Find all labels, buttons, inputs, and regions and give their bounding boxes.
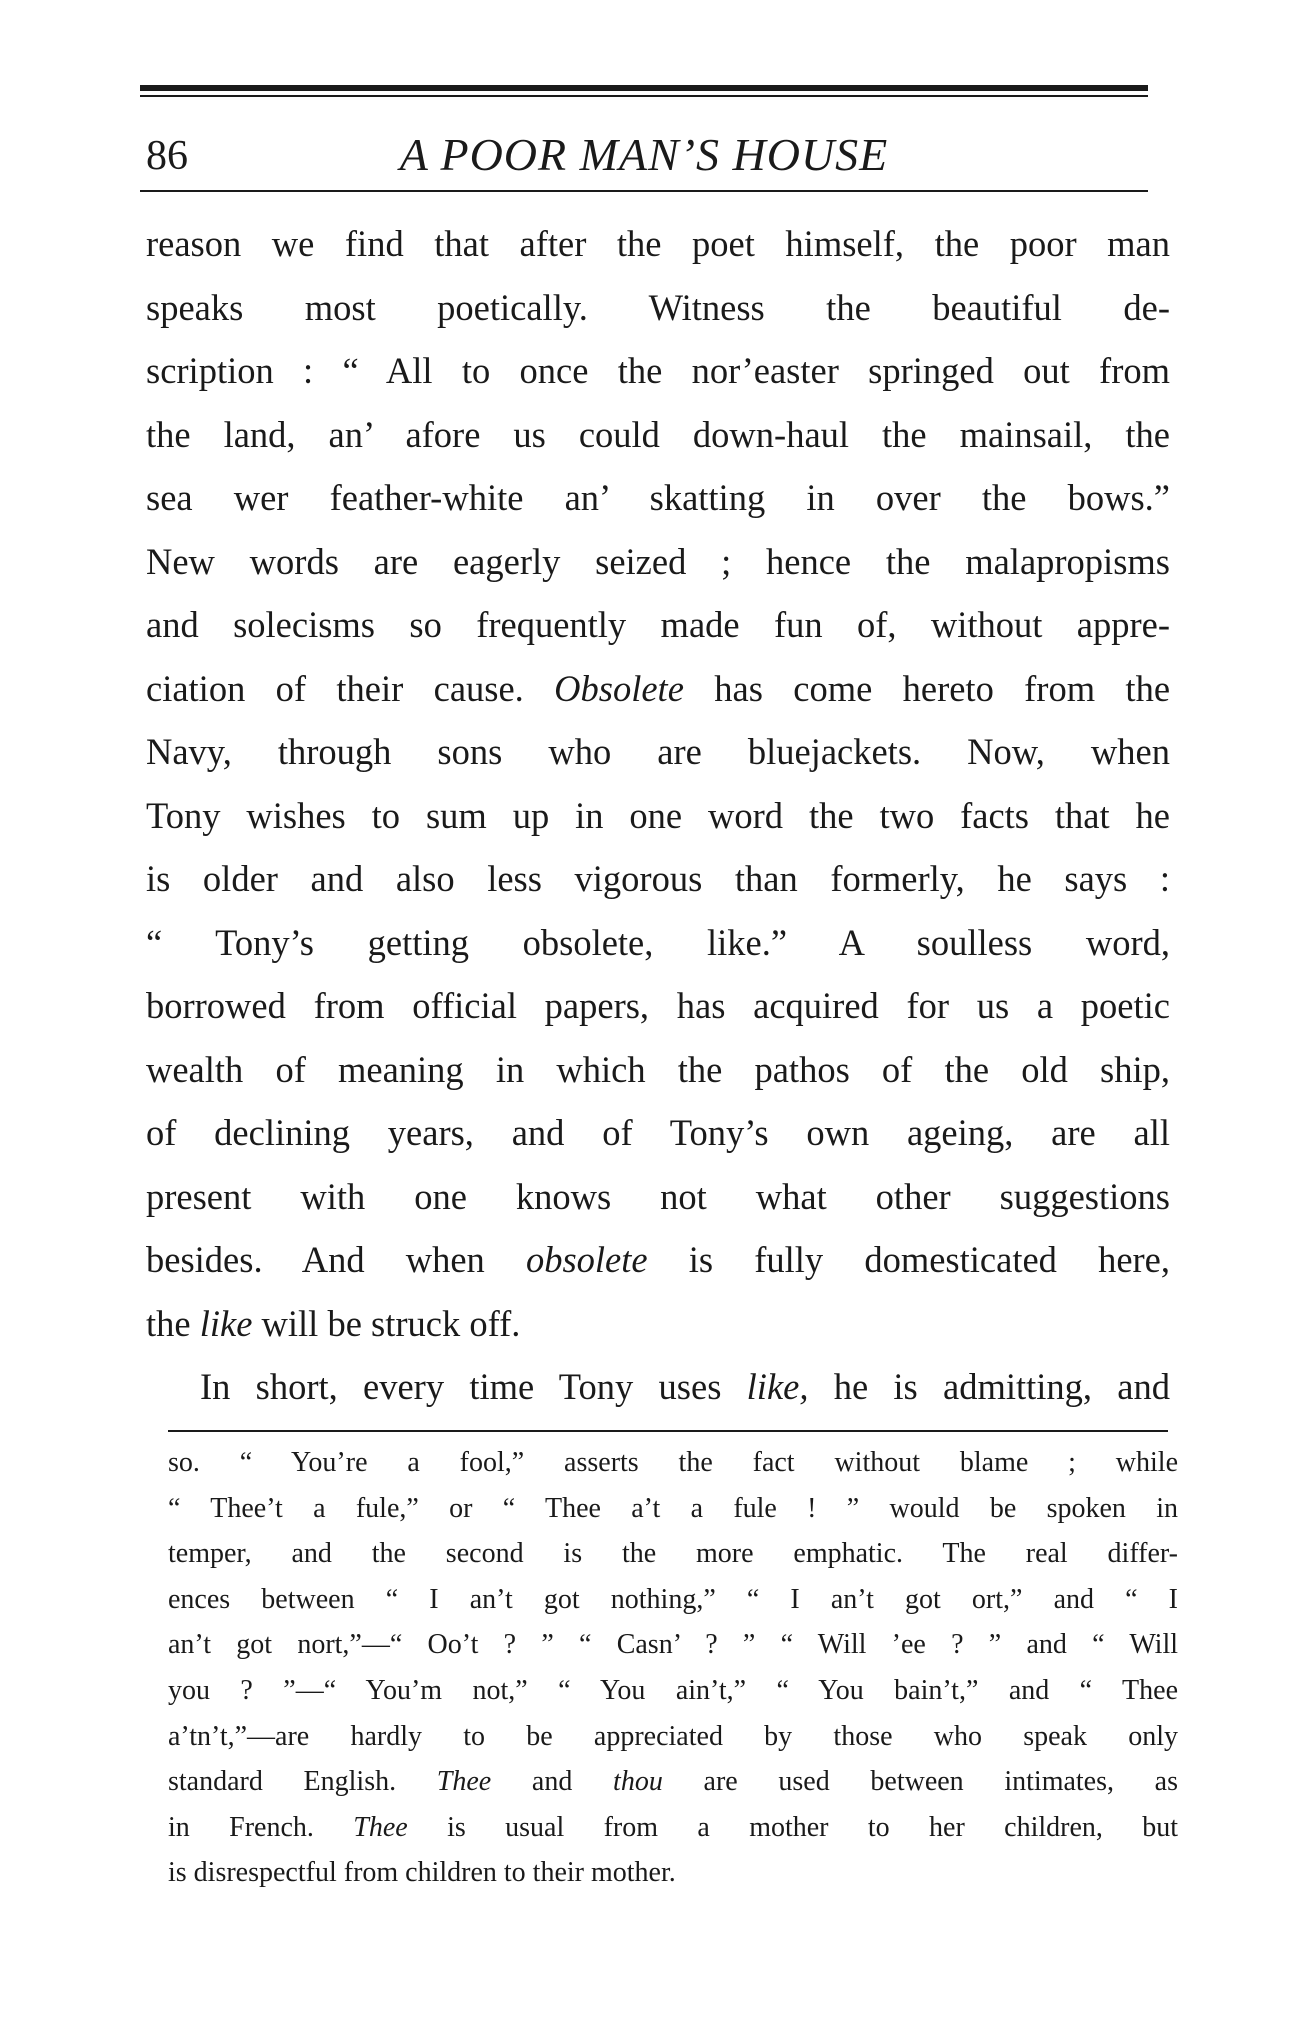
text-line: reason we find that after the poet himself, the poor man: [146, 223, 1170, 264]
text-line: “ Tony’s getting obsolete, like.” A soulless word,: [146, 921, 1170, 963]
footnote-line: ences between “ I an’t got nothing,” “ I an’t got ort,” and “ I: [168, 1583, 1178, 1615]
top-rule-thick: [140, 85, 1148, 91]
text-fragment: ciation of their cause.: [146, 667, 524, 709]
text-fragment: are used between intimates, as: [703, 1766, 1179, 1798]
footnote-line: a’tn’t,”—are hardly to be appreciated by those who speak only: [168, 1720, 1178, 1752]
text-fragment: in French.: [168, 1811, 314, 1843]
text-line: [146, 657, 1170, 721]
italic-word: Obsolete: [554, 667, 684, 709]
text-line: [146, 1355, 1170, 1419]
text-line: of declining years, and of Tony’s own ageing, are all: [146, 1112, 1170, 1153]
text-line: [146, 1228, 1170, 1292]
text-fragment: is usual from a mother to her children, but: [447, 1811, 1179, 1843]
italic-word: obsolete: [525, 1239, 648, 1280]
text-line: and solecisms so frequently made fun of, without appre-: [146, 604, 1170, 645]
footnote-line: temper, and the second is the more emphatic. The real differ-: [168, 1538, 1178, 1570]
text-fragment: has come hereto from the: [714, 667, 1171, 709]
text-line: New words are eagerly seized ; hence the malapropisms: [146, 540, 1170, 582]
footnote-line: [168, 1759, 1178, 1805]
text-line: Navy, through sons who are bluejackets. Now, when: [146, 731, 1170, 772]
italic-word: thou: [613, 1766, 663, 1798]
text-line: sea wer feather-white an’ skatting in over the bows.”: [146, 477, 1170, 518]
italic-word: Thee: [436, 1766, 492, 1798]
italic-word: like,: [746, 1366, 809, 1407]
text-fragment: besides. And when: [146, 1239, 485, 1280]
footnote-line: an’t got nort,”—“ Oo’t ? ” “ Casn’ ? ” “ Will ’ee ? ” and “ Will: [168, 1629, 1178, 1661]
text-fragment: the: [146, 1302, 191, 1344]
text-line: wealth of meaning in which the pathos of the old ship,: [146, 1048, 1170, 1090]
footnote-line: “ Thee’t a fule,” or “ Thee a’t a fule ! ” would be spoken in: [168, 1492, 1178, 1524]
text-line: is older and also less vigorous than formerly, he says :: [146, 858, 1170, 899]
text-line: the land, an’ afore us could down-haul the mainsail, the: [146, 413, 1170, 455]
text-line: scription : “ All to once the nor’easter springed out from: [146, 350, 1170, 391]
text-fragment: In short, every time Tony uses: [200, 1366, 722, 1407]
page-header: [140, 120, 1148, 180]
text-fragment: and: [531, 1766, 573, 1798]
page-number: 86: [146, 133, 188, 179]
text-fragment: is fully domesticated here,: [688, 1239, 1170, 1280]
text-line: Tony wishes to sum up in one word the two facts that he: [146, 794, 1170, 836]
footnote: [168, 1440, 1178, 1896]
text-line: borrowed from official papers, has acquired for us a poetic: [146, 985, 1170, 1026]
italic-word: Thee: [353, 1811, 408, 1843]
text-fragment: standard English.: [168, 1766, 397, 1798]
text-fragment: he is admitting, and: [833, 1366, 1170, 1407]
text-line: [146, 1292, 1170, 1356]
header-rule: [140, 190, 1148, 192]
footnote-line: you ? ”—“ You’m not,” “ You ain’t,” “ You bain’t,” and “ Thee: [168, 1674, 1178, 1706]
footnote-line: [168, 1805, 1178, 1851]
footnote-line: so. “ You’re a fool,” asserts the fact without blame ; while: [168, 1447, 1178, 1478]
text-fragment: will be struck off.: [261, 1302, 521, 1344]
text-line: speaks most poetically. Witness the beautiful de-: [146, 286, 1170, 328]
body-text: [146, 212, 1170, 1419]
running-title: A POOR MAN’S HOUSE: [399, 129, 889, 180]
italic-word: like: [199, 1302, 253, 1344]
top-rule-thin: [140, 95, 1148, 97]
text-line: present with one knows not what other suggestions: [146, 1175, 1170, 1217]
footnote-rule: [168, 1430, 1168, 1432]
footnote-line: is disrespectful from children to their mother.: [168, 1857, 676, 1889]
